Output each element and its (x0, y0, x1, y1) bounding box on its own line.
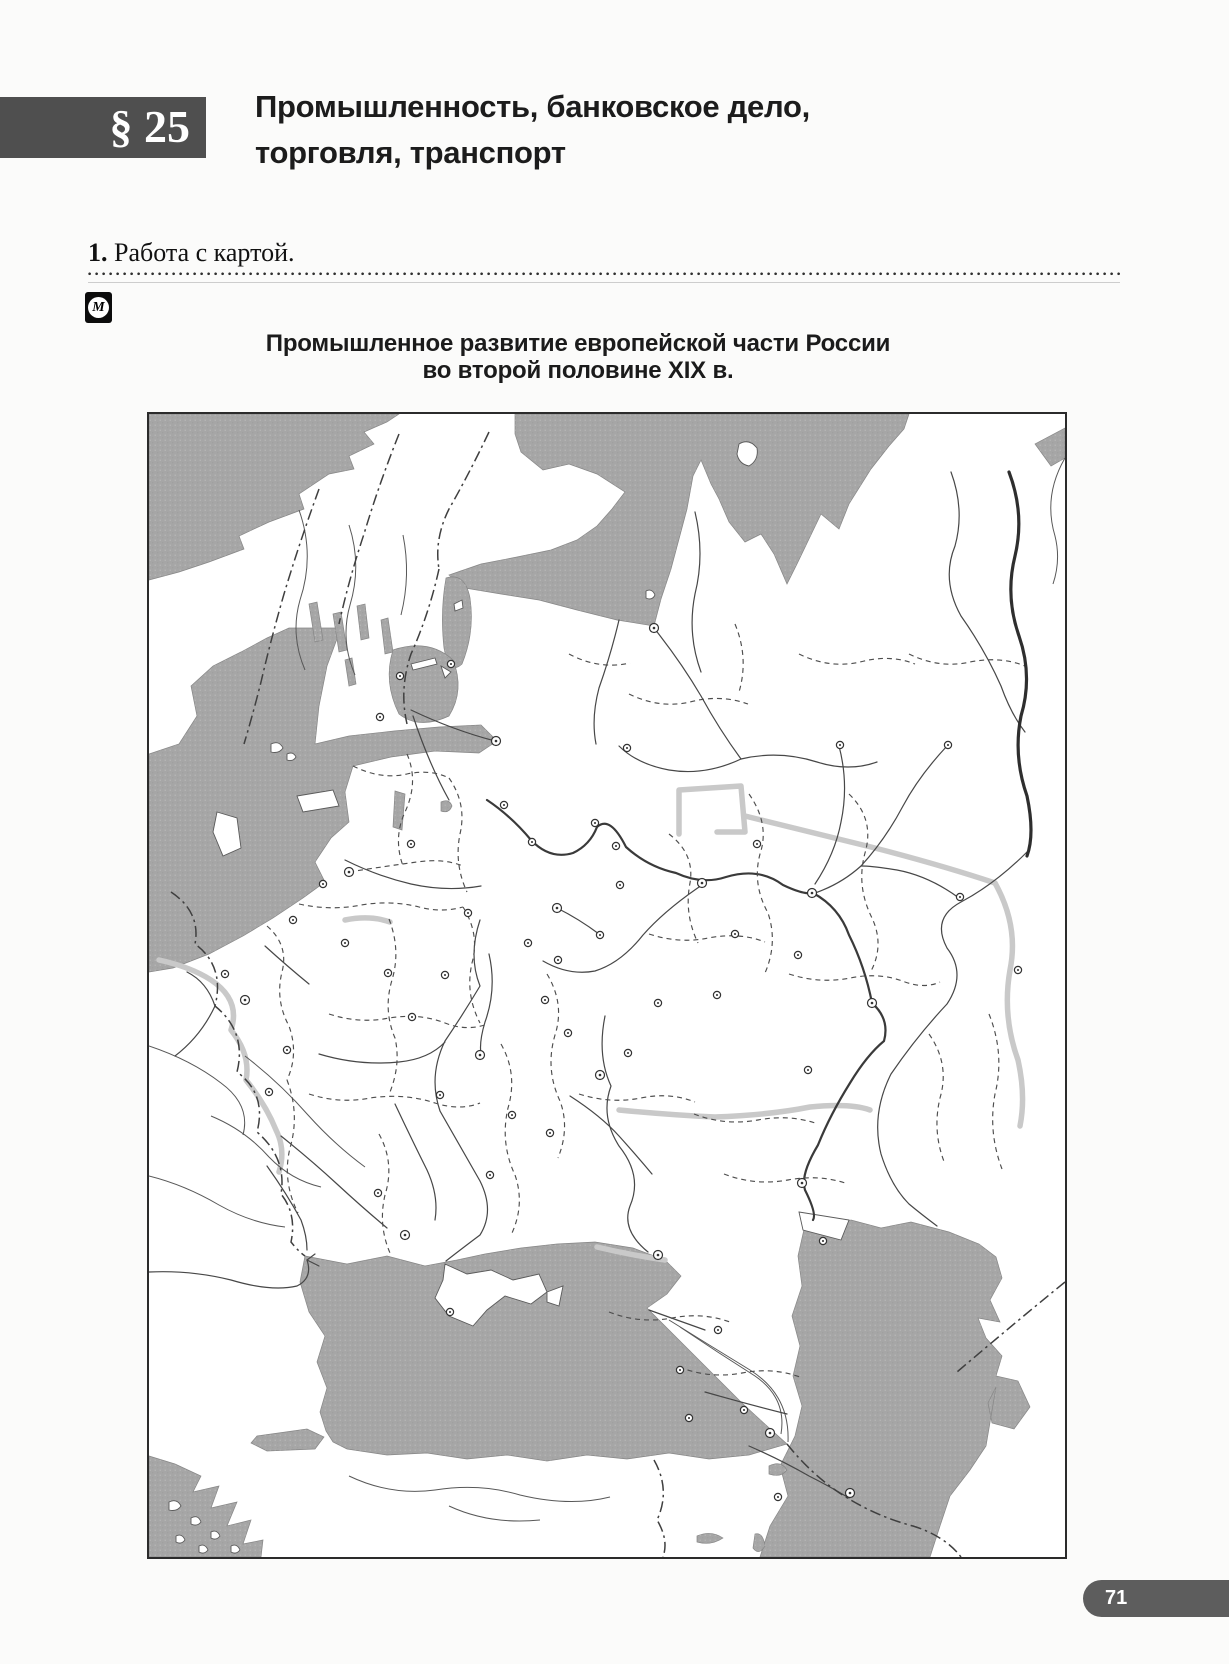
mountain-ridge-layer (1009, 472, 1031, 856)
outline-map (149, 414, 1065, 1557)
section-label: § 25 (109, 101, 190, 152)
chapter-title-line2: торговля, транспорт (255, 135, 566, 170)
map-caption-line2: во второй половине XIX в. (422, 357, 734, 384)
map-frame (147, 412, 1067, 1559)
page-number: 71 (1105, 1587, 1128, 1609)
dotted-rule (88, 272, 1120, 276)
map-icon-letter: М (88, 297, 109, 318)
task-number: 1. (88, 238, 108, 267)
map-task-icon (85, 292, 112, 323)
page-number-badge (1083, 1580, 1229, 1617)
chapter-title-line1: Промышленность, банковское дело, (255, 89, 810, 124)
task-line (88, 238, 295, 268)
map-caption (120, 330, 1036, 384)
task-text: Работа с картой. (114, 238, 295, 267)
thin-rule (88, 282, 1120, 283)
map-caption-line1: Промышленное развитие европейской части России (265, 330, 891, 357)
section-badge (0, 97, 206, 158)
chapter-title (255, 84, 975, 176)
